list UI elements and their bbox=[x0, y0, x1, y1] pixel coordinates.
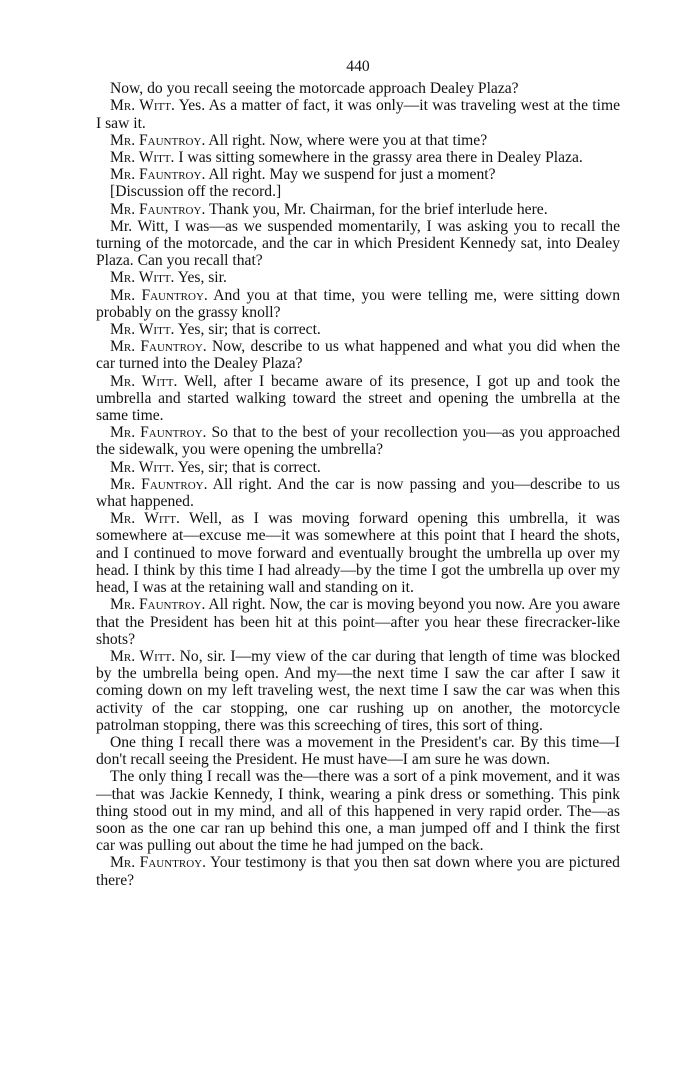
speaker-name: Mr. Fauntroy. bbox=[110, 596, 206, 614]
paragraph-text: All right. And the car is now passing and you—describe to us what happened. bbox=[96, 475, 620, 511]
paragraph-text: All right. Now, the car is moving beyond you now. Are you aware that the President has been hit at this point—after you hear these firecracker-like shots? bbox=[96, 596, 620, 648]
testimony-paragraph bbox=[96, 768, 620, 854]
paragraph-text: Now, describe to us what happened and what you did when the car turned into the Dealey Plaza? bbox=[96, 338, 620, 373]
testimony-paragraph bbox=[96, 80, 620, 97]
document-page bbox=[96, 58, 620, 889]
testimony-paragraph bbox=[96, 287, 620, 321]
paragraph-text: Yes, sir; that is correct. bbox=[174, 321, 321, 339]
paragraph-text: All right. Now, where were you at that time? bbox=[205, 131, 488, 149]
speaker-name: Mr. Witt. bbox=[110, 269, 175, 287]
testimony-paragraph bbox=[96, 373, 620, 425]
page-number: 440 bbox=[346, 58, 370, 75]
paragraph-text: The only thing I recall was the—there was a sort of a pink movement, and it was—that was Jackie Kennedy, I think, wearing a pink dress or something. This pink thing stood out in my mind, and all of this happened in very rapid order. The—as soon as the one car ran up behind this one, a man jumped off and I think the first car was pulling out about the time he had jumped on the back. bbox=[96, 768, 620, 855]
paragraph-text: No, sir. I—my view of the car during that length of time was blocked by the umbrella being open. And my—the next time I saw the car after I saw it coming down on my left traveling west, the next time I saw the car was when this activity of the car stopping, one car rushing up on another, the motorcycle patrolman stopping, there was this screeching of tires, this sort of thing. bbox=[96, 647, 620, 734]
paragraph-text: One thing I recall there was a movement in the President's car. By this time—I don't recall seeing the President. He must have—I am sure he was down. bbox=[96, 733, 620, 769]
testimony-paragraph bbox=[96, 149, 620, 166]
speaker-name: Mr. Witt. bbox=[110, 149, 175, 167]
testimony-paragraph bbox=[96, 854, 620, 888]
testimony-paragraph bbox=[96, 648, 620, 734]
testimony-paragraph bbox=[96, 338, 620, 372]
testimony-paragraph bbox=[96, 166, 620, 183]
testimony-paragraph bbox=[96, 424, 620, 458]
speaker-name: Mr. Fauntroy. bbox=[110, 854, 207, 872]
speaker-name: Mr. Fauntroy. bbox=[110, 131, 206, 149]
testimony-paragraph bbox=[96, 97, 620, 131]
testimony-paragraph bbox=[96, 476, 620, 510]
speaker-name: Mr. Fauntroy. bbox=[110, 424, 207, 442]
testimony-text bbox=[96, 80, 620, 889]
paragraph-text: And you at that time, you were telling me, were sitting down probably on the grassy knoll? bbox=[96, 286, 620, 321]
speaker-name: Mr. Fauntroy. bbox=[110, 200, 206, 218]
paragraph-text: Yes, sir. bbox=[174, 269, 227, 287]
speaker-name: Mr. Fauntroy. bbox=[110, 166, 206, 184]
speaker-name: Mr. Fauntroy. bbox=[110, 475, 208, 493]
paragraph-text: Yes, sir; that is correct. bbox=[174, 458, 321, 476]
speaker-name: Mr. Fauntroy. bbox=[110, 286, 208, 304]
speaker-name: Mr. Witt. bbox=[110, 97, 175, 115]
testimony-paragraph bbox=[96, 183, 620, 200]
paragraph-text: Well, after I became aware of its presence, I got up and took the umbrella and started walking toward the street and opening the umbrella at the same time. bbox=[96, 372, 620, 425]
paragraph-text: All right. May we suspend for just a moment? bbox=[205, 166, 496, 184]
speaker-name: Mr. Witt. bbox=[110, 458, 175, 476]
testimony-paragraph bbox=[96, 201, 620, 218]
speaker-name: Mr. Witt. bbox=[110, 372, 178, 390]
paragraph-text: So that to the best of your recollection you—as you approached the sidewalk, you were opening the umbrella? bbox=[96, 424, 620, 459]
speaker-name: Mr. Witt. bbox=[110, 647, 176, 665]
testimony-paragraph bbox=[96, 596, 620, 648]
paragraph-text: Thank you, Mr. Chairman, for the brief interlude here. bbox=[205, 200, 548, 218]
paragraph-text: I was sitting somewhere in the grassy area there in Dealey Plaza. bbox=[174, 149, 583, 167]
testimony-paragraph bbox=[96, 510, 620, 596]
paragraph-text: Your testimony is that you then sat down where you are pictured there? bbox=[96, 854, 620, 889]
testimony-paragraph bbox=[96, 269, 620, 286]
paragraph-text: Mr. Witt, I was—as we suspended momentarily, I was asking you to recall the turning of the motorcade, and the car in which President Kennedy sat, into Dealey Plaza. Can you recall that? bbox=[96, 217, 620, 270]
testimony-paragraph bbox=[96, 218, 620, 270]
paragraph-text: [Discussion off the record.] bbox=[110, 183, 282, 201]
speaker-name: Mr. Witt. bbox=[110, 510, 180, 528]
paragraph-text: Yes. As a matter of fact, it was only—it was traveling west at the time I saw it. bbox=[96, 97, 621, 132]
speaker-name: Mr. Fauntroy. bbox=[110, 338, 207, 356]
testimony-paragraph bbox=[96, 459, 620, 476]
testimony-paragraph bbox=[96, 734, 620, 768]
paragraph-text: Now, do you recall seeing the motorcade approach Dealey Plaza? bbox=[110, 80, 519, 98]
speaker-name: Mr. Witt. bbox=[110, 321, 175, 339]
testimony-paragraph bbox=[96, 132, 620, 149]
paragraph-text: Well, as I was moving forward opening this umbrella, it was somewhere at—excuse me—it was somewhere at this point that I heard the shots, and I continued to move forward and eventually brought the umbrella up over my head. I think by this time I had already—by the time I got the umbrella up over my head, I was at the retaining wall and standing on it. bbox=[96, 510, 621, 597]
testimony-paragraph bbox=[96, 321, 620, 338]
